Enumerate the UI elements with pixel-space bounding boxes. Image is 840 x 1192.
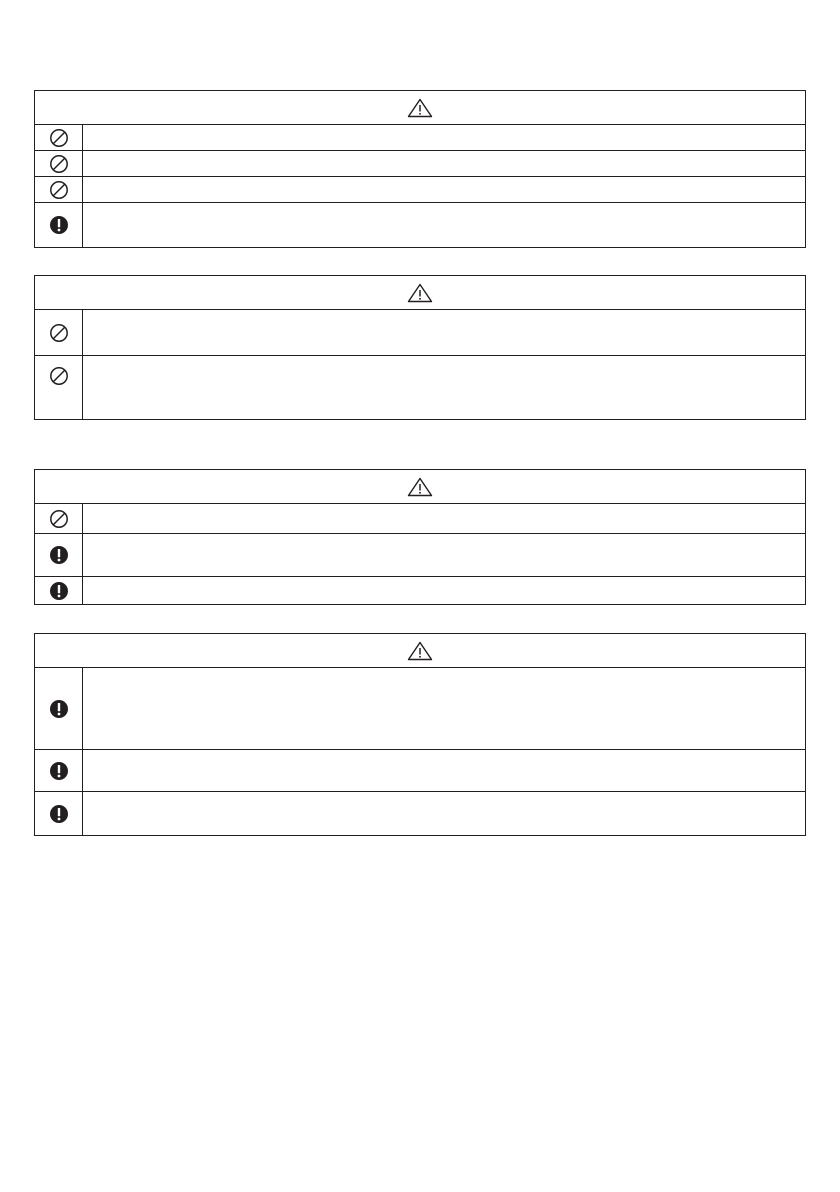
row-text xyxy=(83,750,805,791)
row-text xyxy=(83,534,805,576)
mandatory-action-icon xyxy=(49,761,69,781)
mandatory-action-icon xyxy=(49,581,69,601)
caution-table-2 xyxy=(34,275,806,420)
table-row xyxy=(35,310,805,356)
table-row xyxy=(35,151,805,177)
caution-header xyxy=(35,91,805,125)
row-text xyxy=(83,310,805,355)
prohibition-icon xyxy=(49,154,69,174)
row-text xyxy=(83,151,805,176)
table-row xyxy=(35,356,805,419)
prohibition-icon xyxy=(49,509,69,529)
row-text xyxy=(83,668,805,749)
row-text xyxy=(83,792,805,835)
row-text xyxy=(83,125,805,150)
table-row xyxy=(35,534,805,577)
table-row xyxy=(35,577,805,604)
caution-header xyxy=(35,634,805,668)
row-text xyxy=(83,203,805,247)
warning-triangle-icon xyxy=(407,98,433,118)
row-text xyxy=(83,177,805,202)
table-row xyxy=(35,177,805,203)
warning-triangle-icon xyxy=(407,283,433,303)
mandatory-action-icon xyxy=(49,545,69,565)
table-row xyxy=(35,792,805,835)
row-text xyxy=(83,577,805,604)
warning-triangle-icon xyxy=(407,477,433,497)
caution-header xyxy=(35,470,805,504)
table-row xyxy=(35,203,805,247)
caution-table-3 xyxy=(34,469,806,605)
prohibition-icon xyxy=(49,366,69,386)
prohibition-icon xyxy=(49,180,69,200)
table-row xyxy=(35,504,805,534)
caution-table-4 xyxy=(34,633,806,836)
prohibition-icon xyxy=(49,323,69,343)
row-text xyxy=(83,504,805,533)
table-row xyxy=(35,750,805,792)
mandatory-action-icon xyxy=(49,215,69,235)
mandatory-action-icon xyxy=(49,699,69,719)
row-text xyxy=(83,356,805,419)
table-row xyxy=(35,668,805,750)
mandatory-action-icon xyxy=(49,804,69,824)
caution-table-1 xyxy=(34,90,806,248)
warning-triangle-icon xyxy=(407,641,433,661)
table-row xyxy=(35,125,805,151)
prohibition-icon xyxy=(49,128,69,148)
caution-header xyxy=(35,276,805,310)
